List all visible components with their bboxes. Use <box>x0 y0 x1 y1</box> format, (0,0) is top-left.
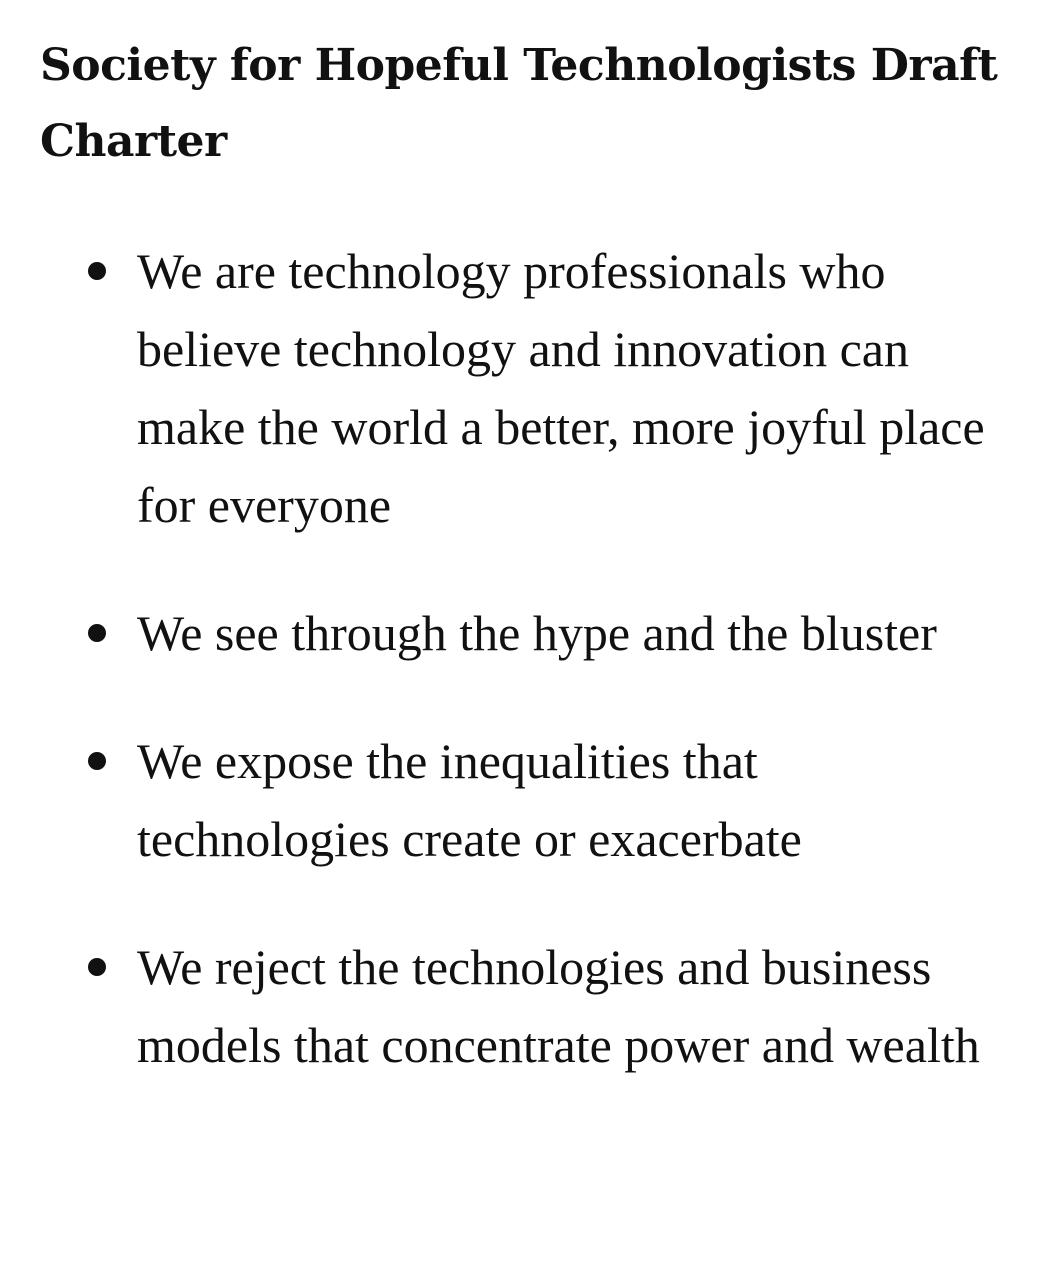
list-item-text: We expose the inequalities that technologies create or exacerbate <box>137 733 802 867</box>
list-item <box>0 232 1046 544</box>
list-item-text: We reject the technologies and business models that concentrate power and wealth <box>137 939 980 1073</box>
list-item <box>0 594 1046 672</box>
page-title: Society for Hopeful Technologists Draft Charter <box>40 40 998 167</box>
bullet-icon <box>88 624 106 642</box>
list-item <box>0 722 1046 878</box>
bullet-icon <box>88 958 106 976</box>
list-item-text: We see through the hype and the bluster <box>137 605 937 661</box>
charter-list <box>0 232 1046 1084</box>
bullet-icon <box>88 752 106 770</box>
list-item <box>0 928 1046 1084</box>
bullet-icon <box>88 262 106 280</box>
list-item-text: We are technology professionals who believe technology and innovation can make the world a better, more joyful place for everyone <box>137 243 985 533</box>
